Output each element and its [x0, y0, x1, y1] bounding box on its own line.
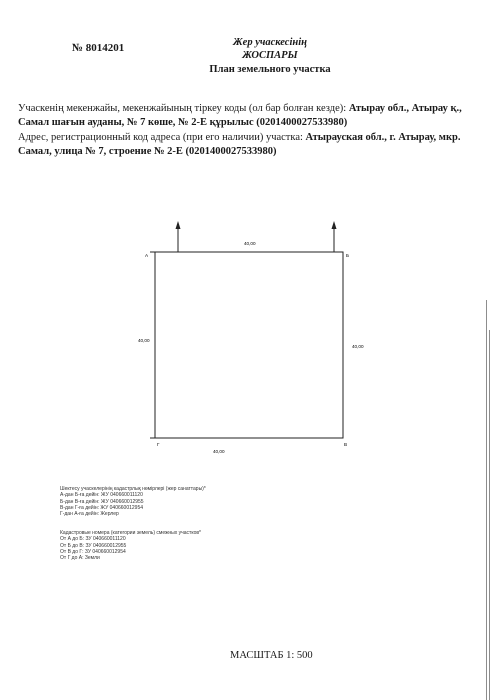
title-ru: План земельного участка — [209, 64, 331, 75]
scan-edge-line — [489, 330, 490, 700]
scan-edge-line — [486, 300, 487, 700]
side-length-left: 40,00 — [138, 338, 150, 343]
address-kz-value: Атырау обл., Атырау қ., Самал шағын ауданы, № 7 көше, № 2-Е құрылыс (0201400027533980) — [18, 103, 462, 128]
neighbor-kz-item: Г-дан А-ға дейін: Жерлер — [60, 511, 119, 518]
address-ru-value: Атырауская обл., г. Атырау, мкр. Самал, улица № 7, строение № 2-Е (0201400027533980) — [18, 132, 461, 157]
neighbors-kz-title: Шектесу учаскелерінің кадастрлық нөмірлері (жер санаттары)* — [60, 486, 206, 492]
address-ru-label: Адрес, регистрационный код адреса (при его наличии) участка: — [18, 132, 306, 143]
neighbors-kz-block — [60, 486, 320, 517]
side-length-top: 40,00 — [244, 241, 256, 246]
corner-label-a: А — [145, 253, 149, 258]
north-arrow-right-icon — [332, 221, 337, 252]
address-kz-label: Учаскенің мекенжайы, мекенжайының тіркеу коды (ол бар болған кезде): — [18, 103, 349, 114]
neighbor-kz-item: В-дан Г-ға дейін: ЖУ 040660012954 — [60, 504, 144, 511]
neighbors-ru-block — [60, 530, 320, 561]
neighbor-kz-item: Б-дан В-ға дейін: ЖУ 040660012955 — [60, 498, 144, 505]
neighbor-ru-item: От А до Б: ЗУ 040660011120 — [60, 536, 126, 543]
north-arrow-left-icon — [176, 221, 181, 252]
plot-boundary — [155, 252, 343, 438]
document-number: № 8014201 — [72, 42, 125, 54]
neighbor-ru-item: От Б до В: ЗУ 040660012955 — [60, 542, 127, 549]
neighbor-kz-item: А-дан Б-ға дейін: ЖУ 040660011120 — [60, 492, 143, 499]
corner-label-c: В — [344, 442, 348, 447]
corner-label-b: Б — [346, 253, 350, 258]
neighbors-ru-title: Кадастровые номера (категории земель) смежных участков* — [60, 530, 201, 536]
side-length-right: 40,00 — [352, 344, 364, 349]
title-kz-line2: ЖОСПАРЫ — [242, 50, 298, 61]
neighbor-ru-item: От В до Г: ЗУ 040660012954 — [60, 548, 126, 555]
neighbor-ru-item: От Г до А: Земли — [60, 555, 100, 562]
corner-label-d: Г — [157, 442, 160, 447]
title-kz-line1: Жер учаскесінің — [233, 37, 307, 48]
side-length-bottom: 40,00 — [213, 449, 225, 454]
scale-label: МАСШТАБ 1: 500 — [230, 650, 313, 661]
